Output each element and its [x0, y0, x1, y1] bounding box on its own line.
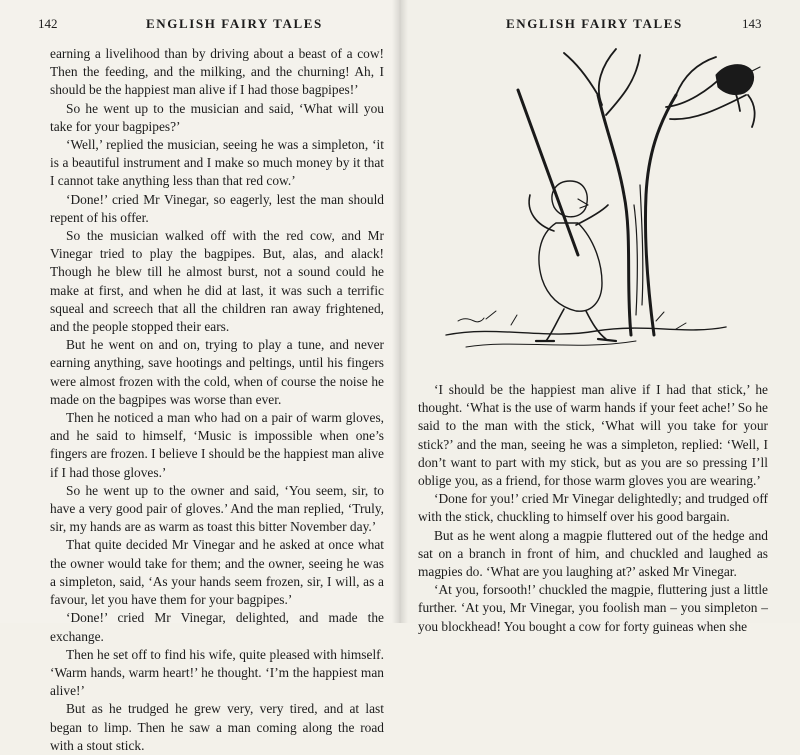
paragraph: So he went up to the musician and said, ‘What will you take for your bagpipes?’ — [50, 100, 384, 134]
paragraph: But as he went along a magpie fluttered out of the hedge and sat on a branch in front of him, and chuckled and laughed as magpies do. ‘What are you laughing at?’ asked Mr Vinegar. — [418, 527, 768, 580]
paragraph: earning a livelihood than by driving about a beast of a cow! Then the feeding, and the milking, and the churning! Ah, I should be the happiest man alive if I had those bagpipes!’ — [50, 46, 384, 98]
paragraph: ‘Well,’ replied the musician, seeing he was a simpleton, ‘it is a beautiful instrument and I make so much money by it that I cannot take anything less than that red cow.’ — [50, 137, 384, 189]
paragraph: That quite decided Mr Vinegar and he asked at once what the owner would take for them; and the owner, seeing he was a simpleton, said, ‘As your hands seem frozen, sir, I will, as a favour, let you have them for your bagpipes.’ — [50, 537, 384, 608]
paragraph: ‘Done!’ cried Mr Vinegar, so eagerly, lest the man should repent of his offer. — [50, 191, 384, 225]
paragraph: Then he set off to find his wife, quite pleased with himself. ‘Warm hands, warm heart!’ he thought. ‘I’m the happiest man alive!’ — [50, 646, 384, 699]
paragraph: ‘Done for you!’ cried Mr Vinegar delightedly; and trudged off with the stick, chuckling to himself over his good bargain. — [418, 491, 768, 525]
book-gutter — [392, 0, 408, 623]
paragraph: But as he trudged he grew very, very tired, and at last began to limp. Then he saw a man coming along the road with a stout stick. — [50, 701, 384, 753]
tree-trunk — [598, 95, 631, 335]
paragraph: ‘Done!’ cried Mr Vinegar, delighted, and made the exchange. — [50, 610, 384, 644]
running-head-right: ENGLISH FAIRY TALES — [506, 16, 683, 31]
page-number-right: 143 — [742, 16, 762, 31]
paragraph: ‘At you, forsooth!’ chuckled the magpie, fluttering just a little further. ‘At you, Mr Vinegar, you foolish man – you simpleton – you blockhead! You bought a cow for forty guineas when she — [418, 582, 768, 634]
paragraph: But he went on and on, trying to play a tune, and never earning anything, save hootings and peltings, until his fingers were almost frozen with the cold, when of course the noise he made on the bagpipes was worse than ever. — [50, 337, 384, 407]
paragraph: ‘I should be the happiest man alive if I had that stick,’ he thought. ‘What is the use of warm hands if your feet ache!’ So he said to the man with the stick, ‘What will you take for your stick?’ and the man, seeing he was a simpleton, replied: ‘Well, I don’t want to part with my stick, but as you are so pressing I’ll oblige you, as a friend, for those warm gloves you are wearing.’ — [418, 382, 768, 489]
page-number-left: 142 — [38, 16, 58, 31]
right-page — [400, 0, 800, 634]
right-page-text — [418, 381, 768, 636]
paragraph: So he went up to the owner and said, ‘You seem, sir, to have a very good pair of gloves.’ And the man replied, ‘Truly, sir, my hands are as warm as toast this bitter November day.’ — [50, 482, 384, 535]
paragraph: Then he noticed a man who had on a pair of warm gloves, and he said to himself, ‘Music is impossible when one’s fingers are frozen. I believe I should be the happiest man alive if I had those gloves.’ — [50, 410, 384, 480]
left-page — [0, 0, 400, 753]
illustration-mr-vinegar-and-magpie — [426, 35, 766, 370]
magpie — [716, 65, 754, 95]
paragraph: So the musician walked off with the red cow, and Mr Vinegar tried to play the bagpipes. But, alas, and alack! Though he blew till he almost burst, not a sound could he make at first, and when he did at last, it was such a terrific squeal and screech that all the children ran away frightened, and the people stopped their ears. — [50, 228, 384, 335]
ink-drawing — [426, 35, 766, 370]
ground — [446, 327, 726, 335]
running-head-left: ENGLISH FAIRY TALES — [146, 16, 323, 31]
left-page-text — [50, 45, 384, 755]
